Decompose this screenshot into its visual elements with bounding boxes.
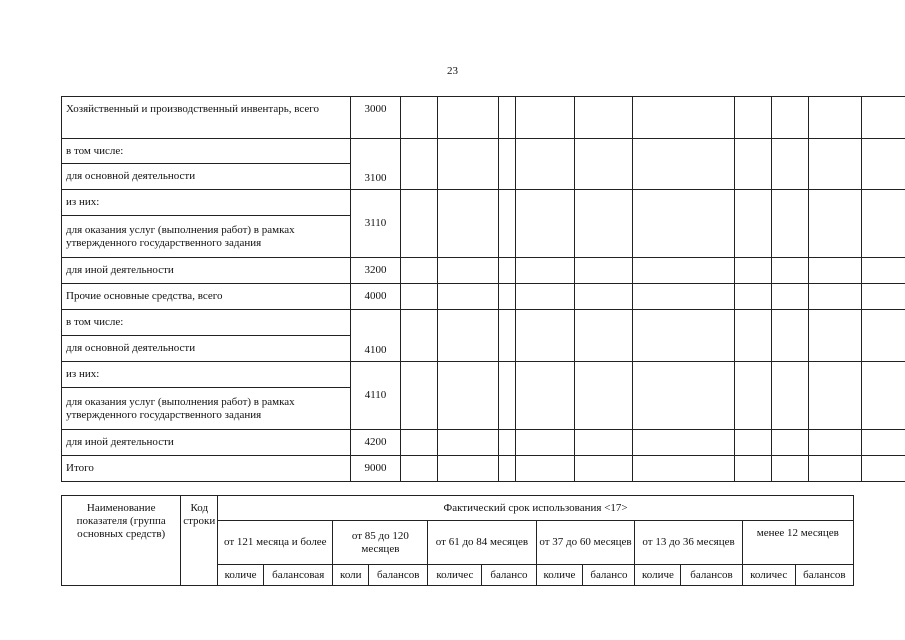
empty-cell bbox=[499, 362, 516, 430]
quantity-subheader: количе bbox=[536, 565, 583, 586]
empty-cell bbox=[772, 139, 809, 190]
empty-cell bbox=[438, 310, 499, 362]
empty-cell bbox=[809, 190, 862, 258]
empty-cell bbox=[438, 456, 499, 482]
page-number: 23 bbox=[447, 65, 458, 77]
balance-subheader: балансов bbox=[369, 565, 428, 586]
row-code: 4200 bbox=[351, 430, 401, 456]
empty-cell bbox=[401, 362, 438, 430]
empty-cell bbox=[438, 430, 499, 456]
empty-cell bbox=[516, 190, 575, 258]
row-name: для основной деятельности bbox=[62, 164, 351, 190]
table-row bbox=[62, 284, 905, 310]
period-label: от 37 до 60 месяцев bbox=[536, 521, 635, 565]
empty-cell bbox=[499, 310, 516, 362]
empty-cell bbox=[735, 456, 772, 482]
period-label: от 85 до 120 месяцев bbox=[333, 521, 428, 565]
empty-cell bbox=[516, 139, 575, 190]
empty-cell bbox=[438, 190, 499, 258]
empty-cell bbox=[735, 284, 772, 310]
empty-cell bbox=[499, 139, 516, 190]
empty-cell bbox=[633, 258, 735, 284]
row-code: 3200 bbox=[351, 258, 401, 284]
empty-cell bbox=[735, 362, 772, 430]
empty-cell bbox=[516, 310, 575, 362]
row-code: 3100 bbox=[351, 139, 401, 190]
row-name: Хозяйственный и производственный инвентарь, всего bbox=[62, 97, 351, 139]
empty-cell bbox=[735, 139, 772, 190]
empty-cell bbox=[401, 258, 438, 284]
period-label: от 61 до 84 месяцев bbox=[428, 521, 536, 565]
empty-cell bbox=[575, 258, 633, 284]
empty-cell bbox=[809, 456, 862, 482]
empty-cell bbox=[575, 139, 633, 190]
empty-cell bbox=[809, 362, 862, 430]
empty-cell bbox=[862, 258, 905, 284]
table-row bbox=[62, 456, 905, 482]
empty-cell bbox=[499, 284, 516, 310]
empty-cell bbox=[809, 97, 862, 139]
empty-cell bbox=[862, 97, 905, 139]
empty-cell bbox=[772, 190, 809, 258]
table-row bbox=[62, 258, 905, 284]
empty-cell bbox=[735, 310, 772, 362]
empty-cell bbox=[499, 430, 516, 456]
empty-cell bbox=[809, 284, 862, 310]
row-name: из них: bbox=[62, 190, 351, 216]
balance-subheader: балансо bbox=[482, 565, 536, 586]
row-name: для оказания услуг (выполнения работ) в рамках утвержденного государственного задания bbox=[62, 388, 351, 430]
empty-cell bbox=[499, 456, 516, 482]
empty-cell bbox=[633, 362, 735, 430]
table-row bbox=[62, 362, 905, 388]
empty-cell bbox=[575, 97, 633, 139]
empty-cell bbox=[401, 190, 438, 258]
period-label: от 121 месяца и более bbox=[218, 521, 333, 565]
row-name: Прочие основные средства, всего bbox=[62, 284, 351, 310]
empty-cell bbox=[499, 190, 516, 258]
row-name: для оказания услуг (выполнения работ) в рамках утвержденного государственного задания bbox=[62, 216, 351, 258]
empty-cell bbox=[633, 456, 735, 482]
empty-cell bbox=[401, 284, 438, 310]
balance-subheader: балансов bbox=[795, 565, 853, 586]
empty-cell bbox=[633, 310, 735, 362]
empty-cell bbox=[401, 139, 438, 190]
empty-cell bbox=[735, 258, 772, 284]
row-name: в том числе: bbox=[62, 139, 351, 164]
empty-cell bbox=[401, 97, 438, 139]
empty-cell bbox=[772, 456, 809, 482]
empty-cell bbox=[575, 284, 633, 310]
empty-cell bbox=[735, 97, 772, 139]
empty-cell bbox=[633, 430, 735, 456]
empty-cell bbox=[772, 430, 809, 456]
quantity-subheader: количе bbox=[218, 565, 264, 586]
empty-cell bbox=[809, 430, 862, 456]
empty-cell bbox=[438, 284, 499, 310]
row-code: 9000 bbox=[351, 456, 401, 482]
empty-cell bbox=[401, 430, 438, 456]
empty-cell bbox=[862, 139, 905, 190]
empty-cell bbox=[575, 310, 633, 362]
empty-cell bbox=[772, 310, 809, 362]
empty-cell bbox=[516, 97, 575, 139]
code-header: Код строки bbox=[181, 496, 218, 586]
empty-cell bbox=[772, 258, 809, 284]
empty-cell bbox=[633, 97, 735, 139]
row-name: для иной деятельности bbox=[62, 258, 351, 284]
table-row bbox=[62, 190, 905, 216]
balance-subheader: балансов bbox=[681, 565, 742, 586]
quantity-subheader: количе bbox=[635, 565, 681, 586]
empty-cell bbox=[633, 190, 735, 258]
quantity-subheader: количес bbox=[428, 565, 482, 586]
empty-cell bbox=[575, 362, 633, 430]
quantity-subheader: коли bbox=[333, 565, 369, 586]
row-code: 3000 bbox=[351, 97, 401, 139]
period-header: Фактический срок использования <17> bbox=[218, 496, 854, 521]
empty-cell bbox=[575, 190, 633, 258]
empty-cell bbox=[516, 362, 575, 430]
empty-cell bbox=[633, 284, 735, 310]
empty-cell bbox=[862, 362, 905, 430]
name-header: Наименование показателя (группа основных средств) bbox=[62, 496, 181, 586]
row-name: из них: bbox=[62, 362, 351, 388]
row-name: в том числе: bbox=[62, 310, 351, 336]
empty-cell bbox=[575, 430, 633, 456]
row-name: для основной деятельности bbox=[62, 336, 351, 362]
empty-cell bbox=[575, 456, 633, 482]
empty-cell bbox=[772, 362, 809, 430]
period-label: от 13 до 36 месяцев bbox=[635, 521, 742, 565]
empty-cell bbox=[772, 284, 809, 310]
table-row bbox=[62, 97, 905, 139]
empty-cell bbox=[809, 258, 862, 284]
empty-cell bbox=[633, 139, 735, 190]
row-code: 4110 bbox=[351, 362, 401, 430]
empty-cell bbox=[516, 258, 575, 284]
row-code: 4000 bbox=[351, 284, 401, 310]
empty-cell bbox=[735, 190, 772, 258]
empty-cell bbox=[516, 456, 575, 482]
empty-cell bbox=[862, 190, 905, 258]
empty-cell bbox=[862, 284, 905, 310]
empty-cell bbox=[809, 310, 862, 362]
empty-cell bbox=[809, 139, 862, 190]
empty-cell bbox=[772, 97, 809, 139]
quantity-subheader: количес bbox=[742, 565, 795, 586]
table-row bbox=[62, 430, 905, 456]
balance-subheader: балансовая bbox=[264, 565, 333, 586]
empty-cell bbox=[735, 430, 772, 456]
table-row bbox=[62, 310, 905, 336]
empty-cell bbox=[499, 258, 516, 284]
row-name: для иной деятельности bbox=[62, 430, 351, 456]
empty-cell bbox=[516, 284, 575, 310]
balance-subheader: балансо bbox=[583, 565, 635, 586]
period-label: менее 12 месяцев bbox=[742, 521, 853, 565]
empty-cell bbox=[516, 430, 575, 456]
empty-cell bbox=[862, 430, 905, 456]
assets-table bbox=[61, 96, 905, 482]
period-header-table bbox=[61, 495, 854, 586]
empty-cell bbox=[438, 97, 499, 139]
empty-cell bbox=[401, 310, 438, 362]
empty-cell bbox=[438, 258, 499, 284]
row-code: 4100 bbox=[351, 310, 401, 362]
empty-cell bbox=[438, 139, 499, 190]
empty-cell bbox=[438, 362, 499, 430]
empty-cell bbox=[862, 310, 905, 362]
empty-cell bbox=[401, 456, 438, 482]
row-code: 3110 bbox=[351, 190, 401, 258]
table-row bbox=[62, 139, 905, 164]
row-name: Итого bbox=[62, 456, 351, 482]
empty-cell bbox=[862, 456, 905, 482]
empty-cell bbox=[499, 97, 516, 139]
